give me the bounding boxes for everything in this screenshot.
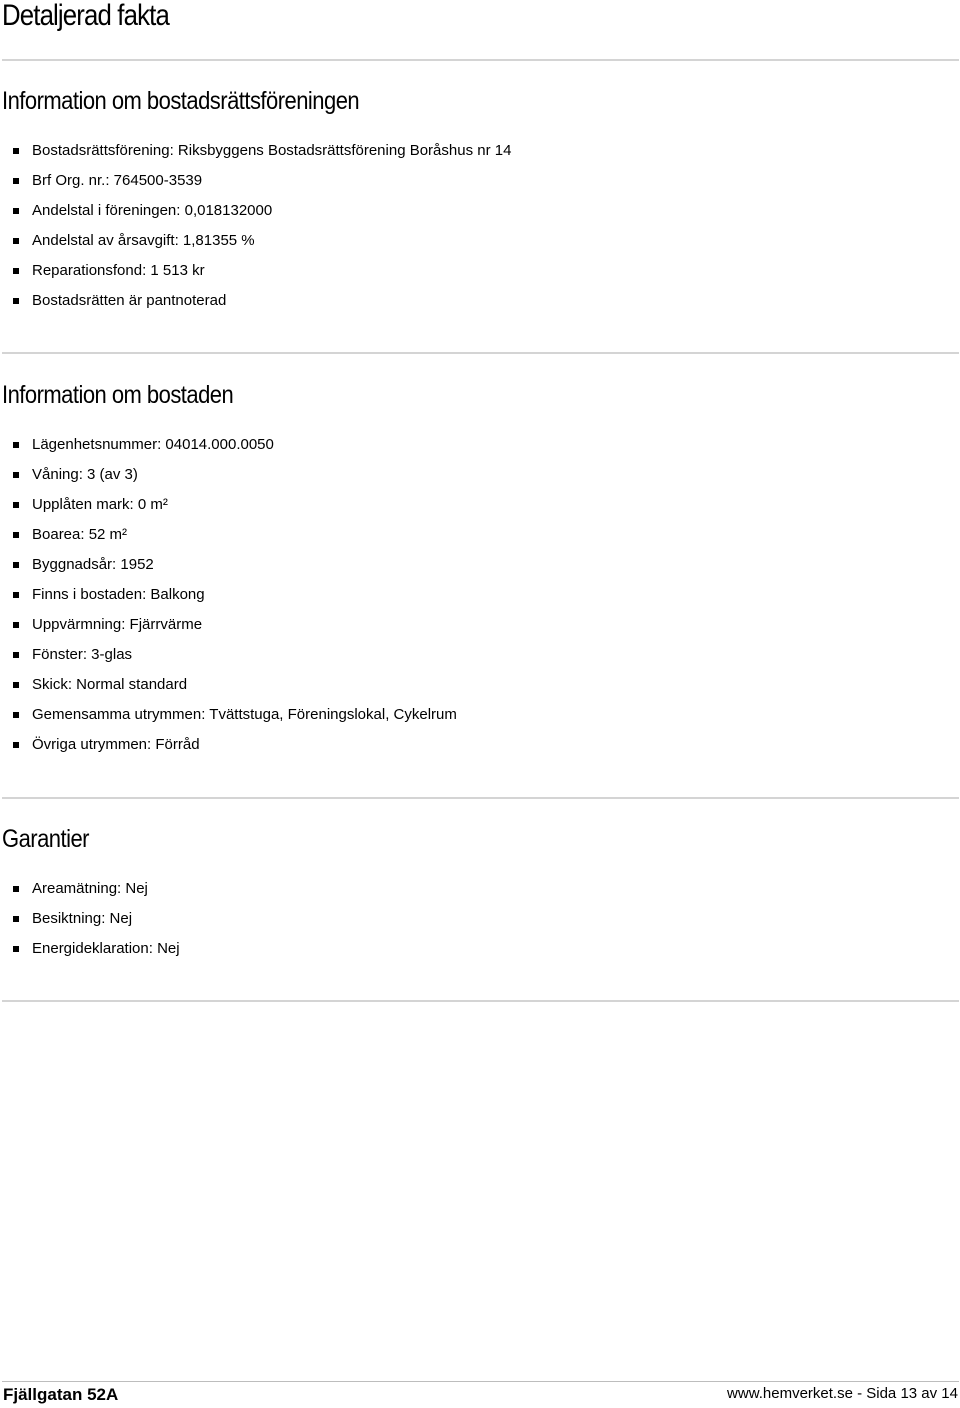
fact-text: Skick: Normal standard	[32, 676, 188, 693]
list-item	[0, 226, 511, 256]
square-bullet-icon	[13, 712, 19, 718]
list-item	[0, 550, 457, 580]
fact-list-apartment	[0, 430, 457, 760]
fact-text: Areamätning: Nej	[32, 880, 148, 897]
fact-text: Reparationsfond: 1 513 kr	[32, 262, 205, 279]
fact-text: Boarea: 52 m²	[32, 526, 128, 543]
square-bullet-icon	[13, 562, 19, 568]
section-divider	[2, 352, 959, 354]
fact-text: Andelstal av årsavgift: 1,81355 %	[32, 232, 255, 249]
footer-page-info: www.hemverket.se - Sida 13 av 14	[727, 1385, 958, 1402]
list-item	[0, 580, 457, 610]
list-item	[0, 610, 457, 640]
list-item	[0, 136, 511, 166]
list-item	[0, 904, 180, 934]
list-item	[0, 490, 457, 520]
square-bullet-icon	[13, 592, 19, 598]
square-bullet-icon	[13, 238, 19, 244]
square-bullet-icon	[13, 268, 19, 274]
section-title-apartment: Information om bostaden	[2, 381, 234, 409]
square-bullet-icon	[13, 742, 19, 748]
page-title: Detaljerad fakta	[2, 0, 169, 32]
list-item	[0, 520, 457, 550]
fact-list-guarantees	[0, 874, 180, 964]
square-bullet-icon	[13, 298, 19, 304]
list-item	[0, 670, 457, 700]
list-item	[0, 286, 511, 316]
square-bullet-icon	[13, 208, 19, 214]
list-item	[0, 874, 180, 904]
fact-text: Bostadsrätten är pantnoterad	[32, 292, 227, 309]
fact-text: Gemensamma utrymmen: Tvättstuga, Föreningslokal, Cykelrum	[32, 706, 457, 723]
list-item	[0, 934, 180, 964]
square-bullet-icon	[13, 442, 19, 448]
square-bullet-icon	[13, 916, 19, 922]
section-title-guarantees: Garantier	[2, 825, 89, 853]
fact-text: Bostadsrättsförening: Riksbyggens Bostadsrättsförening Boråshus nr 14	[32, 142, 512, 159]
fact-text: Finns i bostaden: Balkong	[32, 586, 205, 603]
footer-address: Fjällgatan 52A	[3, 1385, 119, 1404]
footer-divider	[2, 1381, 959, 1382]
square-bullet-icon	[13, 472, 19, 478]
section-divider	[2, 1000, 959, 1002]
fact-list-association	[0, 136, 511, 316]
square-bullet-icon	[13, 946, 19, 952]
section-title-association: Information om bostadsrättsföreningen	[2, 87, 360, 115]
section-divider	[2, 59, 959, 61]
fact-text: Besiktning: Nej	[32, 910, 133, 927]
square-bullet-icon	[13, 652, 19, 658]
fact-text: Fönster: 3-glas	[32, 646, 133, 663]
fact-text: Byggnadsår: 1952	[32, 556, 154, 573]
fact-text: Uppvärmning: Fjärrvärme	[32, 616, 203, 633]
fact-text: Övriga utrymmen: Förråd	[32, 736, 200, 753]
square-bullet-icon	[13, 532, 19, 538]
fact-text: Upplåten mark: 0 m²	[32, 496, 168, 513]
fact-text: Lägenhetsnummer: 04014.000.0050	[32, 436, 274, 453]
fact-text: Brf Org. nr.: 764500-3539	[32, 172, 203, 189]
list-item	[0, 460, 457, 490]
list-item	[0, 196, 511, 226]
fact-text: Andelstal i föreningen: 0,018132000	[32, 202, 273, 219]
list-item	[0, 700, 457, 730]
list-item	[0, 730, 457, 760]
list-item	[0, 166, 511, 196]
square-bullet-icon	[13, 178, 19, 184]
list-item	[0, 256, 511, 286]
square-bullet-icon	[13, 682, 19, 688]
section-divider	[2, 797, 959, 799]
fact-text: Våning: 3 (av 3)	[32, 466, 138, 483]
square-bullet-icon	[13, 886, 19, 892]
list-item	[0, 430, 457, 460]
square-bullet-icon	[13, 622, 19, 628]
list-item	[0, 640, 457, 670]
square-bullet-icon	[13, 148, 19, 154]
square-bullet-icon	[13, 502, 19, 508]
fact-text: Energideklaration: Nej	[32, 940, 180, 957]
